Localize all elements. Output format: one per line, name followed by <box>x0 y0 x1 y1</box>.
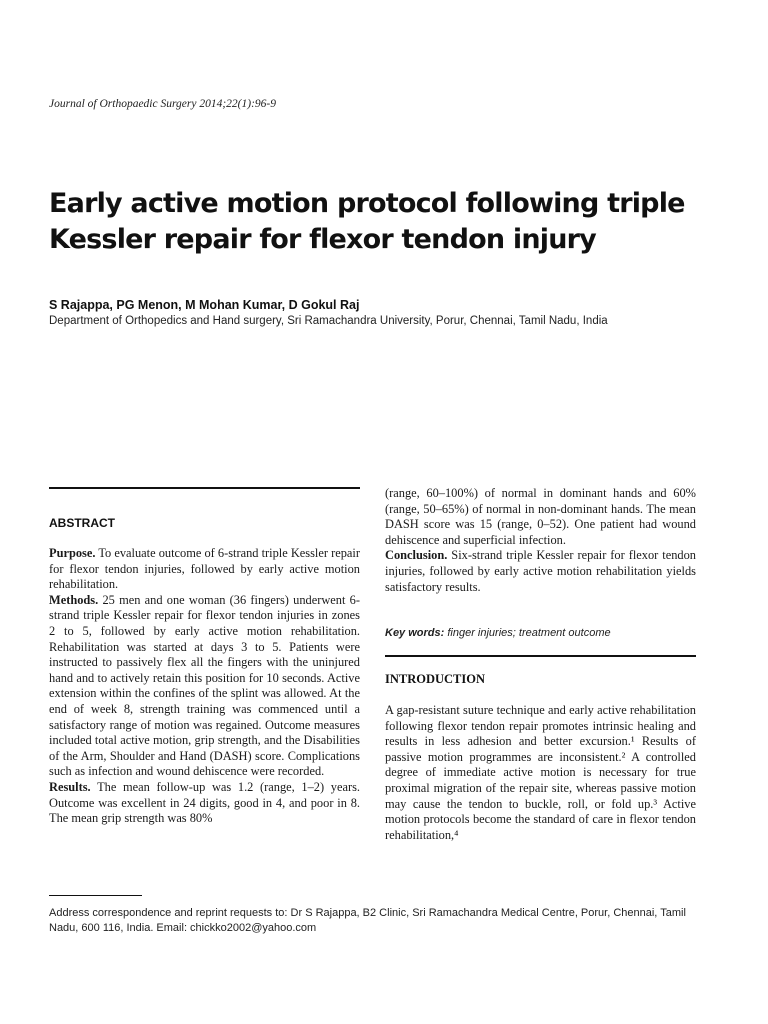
keywords-label: Key words: <box>385 627 445 639</box>
abstract-results <box>49 780 360 827</box>
conclusion-label: Conclusion. <box>385 548 448 563</box>
author-affiliation: Department of Orthopedics and Hand surgery, Sri Ramachandra University, Porur, Chennai, Tamil Nadu, India <box>49 315 608 327</box>
keywords-value: finger injuries; treatment outcome <box>447 627 611 639</box>
abstract-purpose <box>49 546 360 593</box>
footnote-rule <box>49 895 142 896</box>
conclusion-text: Six-strand triple Kessler repair for flexor tendon injuries, followed by early active motion rehabilitation yields satisfactory results. <box>385 548 696 594</box>
purpose-text: To evaluate outcome of 6-strand triple Kessler repair for flexor tendon injuries, followed by early active motion rehabilitation. <box>49 546 360 592</box>
abstract-methods <box>49 593 360 780</box>
purpose-label: Purpose. <box>49 546 96 560</box>
introduction-heading: INTRODUCTION <box>385 672 486 686</box>
keywords <box>385 627 611 639</box>
author-list: S Rajappa, PG Menon, M Mohan Kumar, D Gokul Raj <box>49 298 360 312</box>
abstract-left-column <box>49 546 360 827</box>
abstract-heading: ABSTRACT <box>49 516 115 530</box>
introduction-column <box>385 703 696 843</box>
introduction-text: A gap-resistant suture technique and early active rehabilitation following flexor tendon repair promotes intrinsic healing and results in less adhesion and better excursion.¹ Results of passive motion programmes are inconsistent.² A controlled degree of immediate active motion is necessary for true proximal migration of the repair site, whereas passive motion may cause the tendon to buckle, roll, or fold up.³ Active motion protocols become the standard of care in flexor tendon rehabilitation,⁴ <box>385 703 696 842</box>
introduction-top-rule <box>385 655 696 657</box>
abstract-conclusion <box>385 548 696 595</box>
methods-label: Methods. <box>49 592 99 607</box>
abstract-results-continued: (range, 60–100%) of normal in dominant hands and 60% (range, 50–65%) of normal in non-dominant hands. The mean DASH score was 15 (range, 0–52). One patient had wound dehiscence and superficial infection. <box>385 486 696 547</box>
abstract-right-column <box>385 486 696 595</box>
results-text: The mean follow-up was 1.2 (range, 1–2) years. Outcome was excellent in 24 digits, good in 4, and poor in 8. The mean grip strength was 80% <box>49 779 360 826</box>
abstract-top-rule <box>49 487 360 489</box>
methods-text: 25 men and one woman (36 fingers) underwent 6-strand triple Kessler repair for flexor tendon injuries in zones 2 to 5, followed by early active motion rehabilitation. Rehabilitation was started at days 3 to 5. Patients were instructed to passively flex all the fingers with the uninjured hand and to actively retain this position for 10 seconds. Active extension within the confines of the splint was allowed. At the end of week 8, strength training was commenced until a satisfactory range of motion was regained. Outcome measures included total active motion, grip strength, and the Disabilities of the Arm, Shoulder and Hand (DASH) score. Complications such as infection and wound dehiscence were recorded. <box>49 592 360 779</box>
correspondence-footnote: Address correspondence and reprint requests to: Dr S Rajappa, B2 Clinic, Sri Ramachandra Medical Centre, Porur, Chennai, Tamil Nadu, 600 116, India. Email: chickko2002@yahoo.com <box>49 907 686 934</box>
journal-reference: Journal of Orthopaedic Surgery 2014;22(1):96-9 <box>49 98 276 110</box>
results-label: Results. <box>49 779 91 794</box>
article-title: Early active motion protocol following triple Kessler repair for flexor tendon injury <box>49 188 685 255</box>
